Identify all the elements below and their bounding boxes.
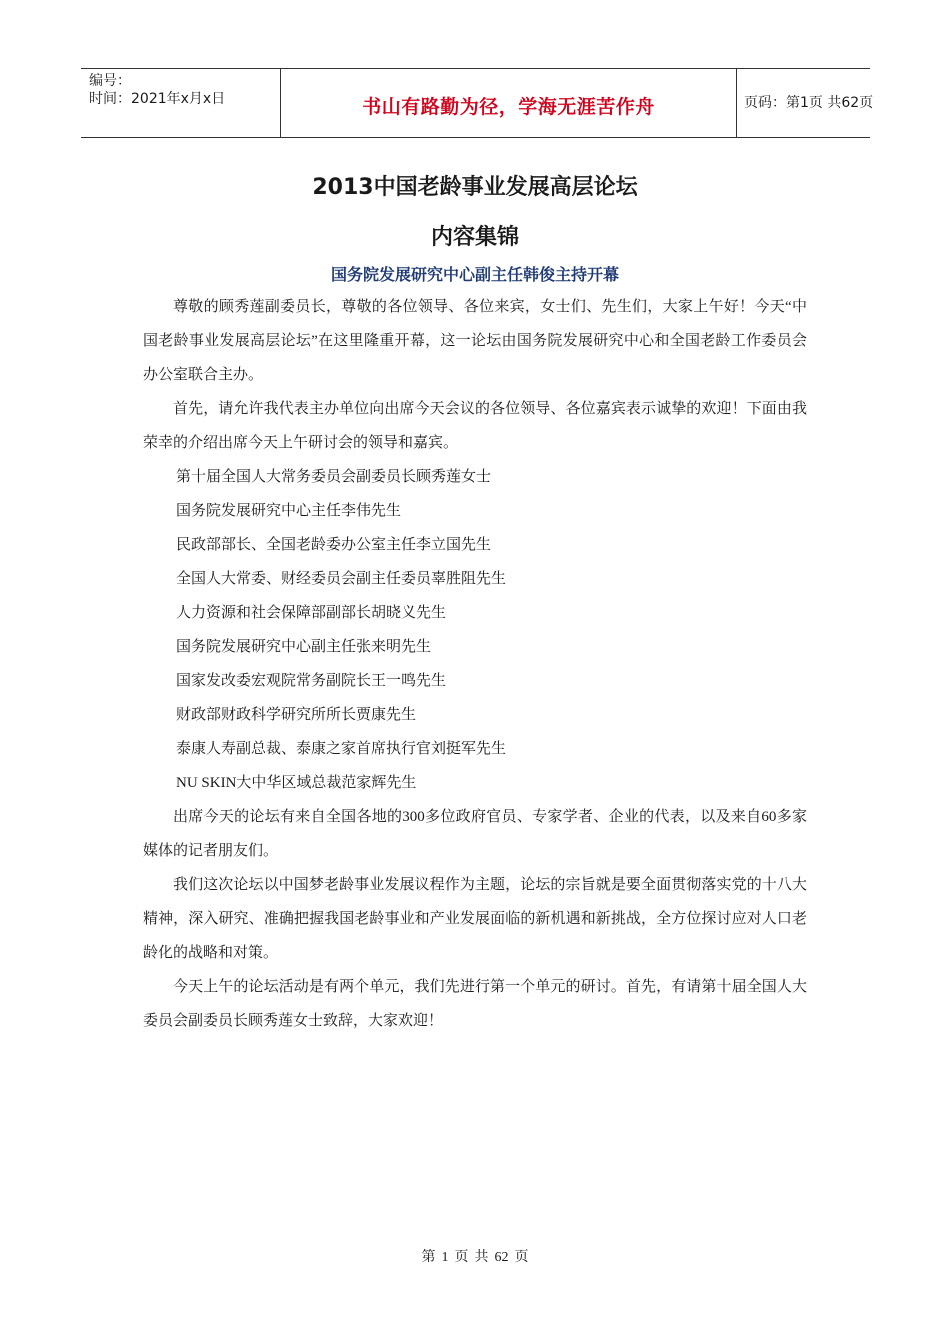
- document-header: [81, 68, 874, 138]
- paragraph-opening: 尊敬的顾秀莲副委员长，尊敬的各位领导、各位来宾，女士们、先生们，大家上午好！今天“中国老龄事业发展高层论坛”在这里隆重开幕，这一论坛由国务院发展研究中心和全国老龄工作委员会办公室联合主办。: [143, 299, 807, 383]
- document-body: [143, 290, 807, 1038]
- guest-list-item: 全国人大常委、财经委员会副主任委员辜胜阻先生: [176, 571, 507, 587]
- guest-list-item: 泰康人寿副总裁、泰康之家首席执行官刘挺军先生: [176, 741, 507, 757]
- footer-page-number: 1: [441, 1250, 449, 1265]
- section-subtitle: 国务院发展研究中心副主任韩俊主持开幕: [330, 265, 619, 284]
- paragraph-attendees: 出席今天的论坛有来自全国各地的300多位政府官员、专家学者、企业的代表，以及来自60多家媒体的记者朋友们。: [143, 809, 807, 859]
- header-info-cell: [81, 69, 281, 137]
- paragraph-theme: 我们这次论坛以中国梦老龄事业发展议程作为主题，论坛的宗旨就是要全面贯彻落实党的十八大精神，深入研究、准确把握我国老龄事业和产业发展面临的新机遇和新挑战，全方位探讨应对人口老龄化的战略和对策。: [143, 877, 807, 961]
- guest-list-item: 国务院发展研究中心副主任张来明先生: [176, 639, 432, 655]
- guest-list-item: 财政部财政科学研究所所长贾康先生: [176, 707, 417, 723]
- footer-total-pages: 62: [494, 1250, 509, 1265]
- guest-list-item: 国务院发展研究中心主任李伟先生: [176, 503, 402, 519]
- guest-list-item: NU SKIN大中华区域总裁范家辉先生: [176, 775, 417, 791]
- document-title: 2013中国老龄事业发展高层论坛: [312, 175, 638, 200]
- header-slogan-cell: [281, 69, 737, 137]
- guest-list-item: 民政部部长、全国老龄委办公室主任李立国先生: [176, 537, 492, 553]
- header-slogan: 书山有路勤为径，学海无涯苦作舟: [362, 96, 655, 118]
- guest-list-item: 国家发改委宏观院常务副院长王一鸣先生: [176, 673, 447, 689]
- paragraph-agenda: 今天上午的论坛活动是有两个单元，我们先进行第一个单元的研讨。首先，有请第十届全国人大委员会副委员长顾秀莲女士致辞，大家欢迎！: [143, 979, 807, 1029]
- footer-ye2: 页: [514, 1250, 529, 1265]
- document-title-line2: 内容集锦: [430, 225, 519, 250]
- footer-ye: 页: [454, 1250, 469, 1265]
- guest-list-item: 人力资源和社会保障部副部长胡晓义先生: [176, 605, 447, 621]
- header-page-code: 页码：第1页 共62页: [744, 95, 874, 111]
- page-footer: [0, 1246, 950, 1266]
- document-date: 时间：2021年x月x日: [89, 91, 226, 107]
- paragraph-welcome: 首先，请允许我代表主办单位向出席今天会议的各位领导、各位嘉宾表示诚挚的欢迎！下面由我荣幸的介绍出席今天上午研讨会的领导和嘉宾。: [143, 401, 807, 451]
- footer-gong: 共: [474, 1250, 489, 1265]
- footer-di: 第: [421, 1250, 436, 1265]
- document-number-label: 编号：: [89, 73, 131, 89]
- guest-list-item: 第十届全国人大常务委员会副委员长顾秀莲女士: [176, 469, 492, 485]
